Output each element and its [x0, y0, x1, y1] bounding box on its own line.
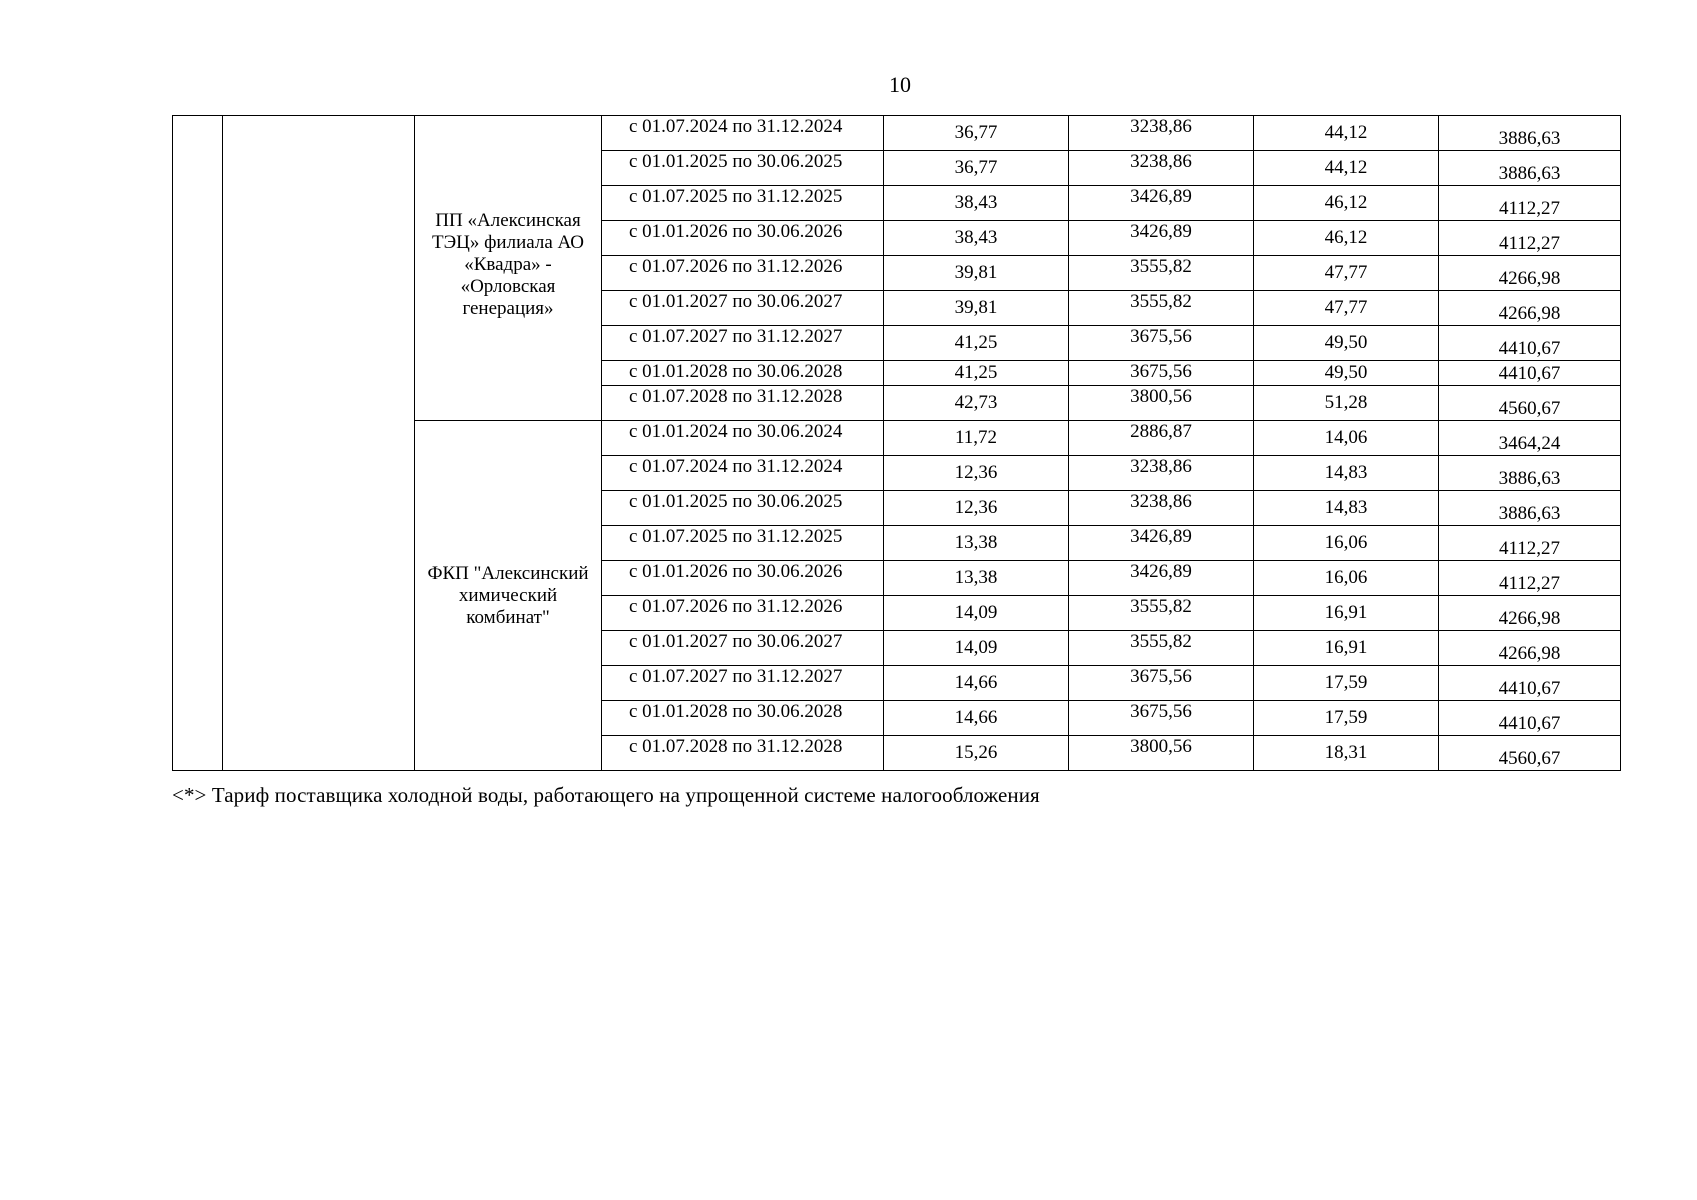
tariff-value-1: 13,38 [884, 526, 1069, 561]
period-cell: с 01.01.2025 по 30.06.2025 [602, 491, 884, 526]
tariff-value-2: 3555,82 [1069, 631, 1254, 666]
number-column-cell [173, 116, 223, 771]
tariff-value-3: 46,12 [1254, 186, 1439, 221]
tariff-value-4: 4266,98 [1439, 631, 1621, 666]
tariff-value-2: 3426,89 [1069, 526, 1254, 561]
period-cell: с 01.07.2025 по 31.12.2025 [602, 186, 884, 221]
tariff-value-4: 3886,63 [1439, 491, 1621, 526]
tariff-table-body [173, 116, 1621, 771]
tariff-value-3: 49,50 [1254, 326, 1439, 361]
organization-name: ФКП "Алексинский химический комбинат" [415, 421, 602, 771]
tariff-value-4: 3464,24 [1439, 421, 1621, 456]
tariff-value-1: 15,26 [884, 736, 1069, 771]
tariff-value-3: 44,12 [1254, 151, 1439, 186]
period-cell: с 01.01.2026 по 30.06.2026 [602, 561, 884, 596]
footnote: <*> Тариф поставщика холодной воды, работающего на упрощенной системе налогообложения [172, 783, 1040, 807]
tariff-value-1: 39,81 [884, 256, 1069, 291]
tariff-value-4: 4112,27 [1439, 221, 1621, 256]
tariff-value-3: 14,83 [1254, 491, 1439, 526]
tariff-value-3: 46,12 [1254, 221, 1439, 256]
tariff-value-2: 3238,86 [1069, 151, 1254, 186]
tariff-value-4: 4112,27 [1439, 186, 1621, 221]
tariff-value-1: 12,36 [884, 456, 1069, 491]
tariff-value-1: 38,43 [884, 221, 1069, 256]
tariff-value-1: 36,77 [884, 116, 1069, 151]
tariff-value-4: 3886,63 [1439, 116, 1621, 151]
tariff-value-3: 14,06 [1254, 421, 1439, 456]
tariff-value-1: 38,43 [884, 186, 1069, 221]
tariff-value-4: 4112,27 [1439, 526, 1621, 561]
period-cell: с 01.07.2027 по 31.12.2027 [602, 326, 884, 361]
tariff-value-1: 14,09 [884, 596, 1069, 631]
table-row [173, 116, 1621, 151]
tariff-value-4: 4560,67 [1439, 386, 1621, 421]
page-number: 10 [889, 72, 911, 97]
period-cell: с 01.07.2024 по 31.12.2024 [602, 116, 884, 151]
tariff-value-3: 16,91 [1254, 596, 1439, 631]
period-cell: с 01.01.2024 по 30.06.2024 [602, 421, 884, 456]
period-cell: с 01.01.2027 по 30.06.2027 [602, 631, 884, 666]
tariff-value-3: 49,50 [1254, 361, 1439, 386]
tariff-value-2: 2886,87 [1069, 421, 1254, 456]
tariff-value-2: 3675,56 [1069, 666, 1254, 701]
period-cell: с 01.07.2026 по 31.12.2026 [602, 256, 884, 291]
tariff-value-1: 41,25 [884, 326, 1069, 361]
tariff-value-4: 4410,67 [1439, 666, 1621, 701]
period-cell: с 01.07.2024 по 31.12.2024 [602, 456, 884, 491]
tariff-value-1: 14,66 [884, 666, 1069, 701]
tariff-table [172, 115, 1621, 771]
period-cell: с 01.07.2026 по 31.12.2026 [602, 596, 884, 631]
tariff-value-1: 39,81 [884, 291, 1069, 326]
tariff-value-3: 16,06 [1254, 526, 1439, 561]
tariff-value-2: 3426,89 [1069, 186, 1254, 221]
tariff-value-1: 11,72 [884, 421, 1069, 456]
tariff-value-2: 3800,56 [1069, 736, 1254, 771]
tariff-value-1: 41,25 [884, 361, 1069, 386]
tariff-value-2: 3675,56 [1069, 326, 1254, 361]
tariff-value-2: 3555,82 [1069, 596, 1254, 631]
tariff-value-4: 4560,67 [1439, 736, 1621, 771]
tariff-value-3: 17,59 [1254, 666, 1439, 701]
period-cell: с 01.07.2028 по 31.12.2028 [602, 736, 884, 771]
period-cell: с 01.01.2025 по 30.06.2025 [602, 151, 884, 186]
tariff-value-4: 4266,98 [1439, 291, 1621, 326]
period-cell: с 01.07.2025 по 31.12.2025 [602, 526, 884, 561]
tariff-value-3: 16,91 [1254, 631, 1439, 666]
tariff-value-1: 13,38 [884, 561, 1069, 596]
tariff-value-4: 4112,27 [1439, 561, 1621, 596]
tariff-value-2: 3426,89 [1069, 221, 1254, 256]
tariff-value-3: 14,83 [1254, 456, 1439, 491]
period-cell: с 01.01.2028 по 30.06.2028 [602, 701, 884, 736]
tariff-value-4: 3886,63 [1439, 456, 1621, 491]
tariff-value-2: 3555,82 [1069, 291, 1254, 326]
tariff-value-2: 3238,86 [1069, 116, 1254, 151]
tariff-value-3: 47,77 [1254, 256, 1439, 291]
tariff-value-1: 42,73 [884, 386, 1069, 421]
tariff-value-2: 3238,86 [1069, 456, 1254, 491]
tariff-value-3: 18,31 [1254, 736, 1439, 771]
tariff-value-3: 44,12 [1254, 116, 1439, 151]
tariff-value-3: 17,59 [1254, 701, 1439, 736]
tariff-value-2: 3238,86 [1069, 491, 1254, 526]
tariff-value-1: 14,66 [884, 701, 1069, 736]
organization-name: ПП «Алексинская ТЭЦ» филиала АО «Квадра» - «Орловская генерация» [415, 116, 602, 421]
period-cell: с 01.01.2028 по 30.06.2028 [602, 361, 884, 386]
tariff-value-2: 3555,82 [1069, 256, 1254, 291]
period-cell: с 01.07.2028 по 31.12.2028 [602, 386, 884, 421]
period-cell: с 01.01.2026 по 30.06.2026 [602, 221, 884, 256]
tariff-value-1: 14,09 [884, 631, 1069, 666]
tariff-value-2: 3800,56 [1069, 386, 1254, 421]
tariff-value-3: 16,06 [1254, 561, 1439, 596]
tariff-value-2: 3675,56 [1069, 701, 1254, 736]
tariff-value-4: 4410,67 [1439, 361, 1621, 386]
tariff-value-2: 3675,56 [1069, 361, 1254, 386]
tariff-value-3: 47,77 [1254, 291, 1439, 326]
tariff-value-4: 4266,98 [1439, 256, 1621, 291]
tariff-value-4: 4410,67 [1439, 326, 1621, 361]
tariff-value-2: 3426,89 [1069, 561, 1254, 596]
tariff-value-4: 4410,67 [1439, 701, 1621, 736]
district-column-cell [223, 116, 415, 771]
tariff-value-1: 12,36 [884, 491, 1069, 526]
tariff-value-4: 3886,63 [1439, 151, 1621, 186]
tariff-value-4: 4266,98 [1439, 596, 1621, 631]
tariff-value-3: 51,28 [1254, 386, 1439, 421]
tariff-value-1: 36,77 [884, 151, 1069, 186]
period-cell: с 01.07.2027 по 31.12.2027 [602, 666, 884, 701]
period-cell: с 01.01.2027 по 30.06.2027 [602, 291, 884, 326]
